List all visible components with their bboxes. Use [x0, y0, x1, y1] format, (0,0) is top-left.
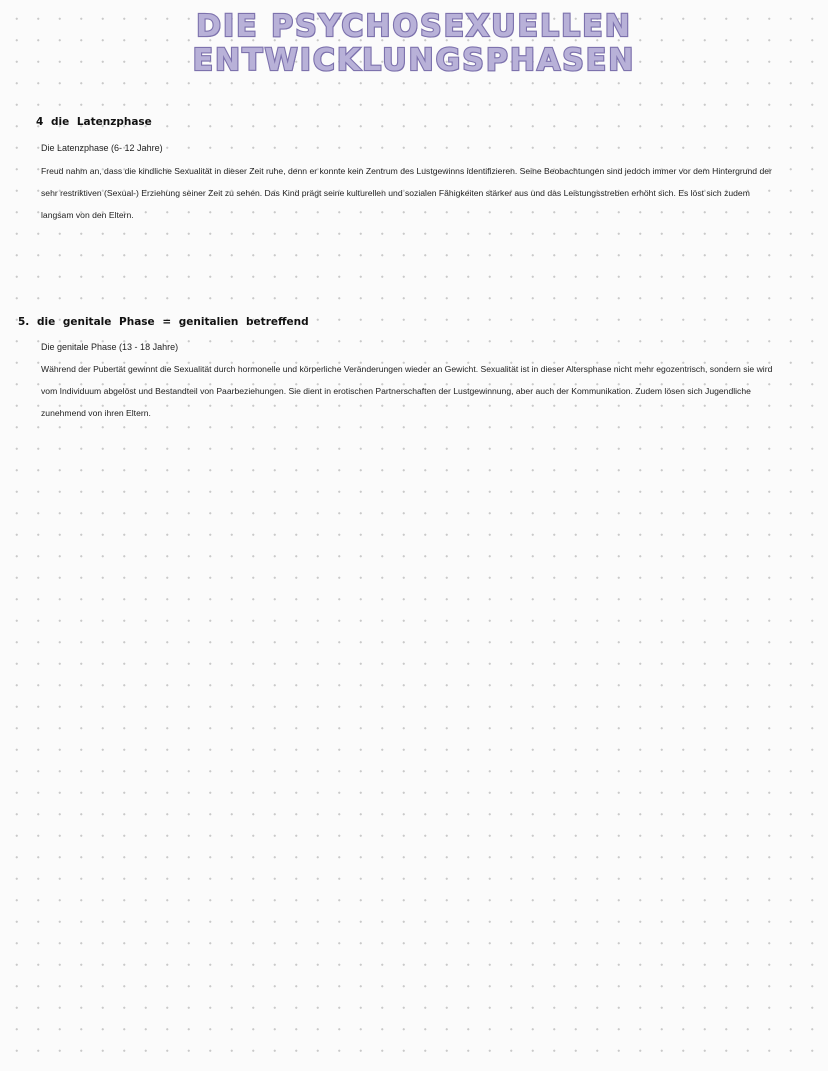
page-title [0, 10, 828, 78]
page-title-line-2: ENTWICKLUNGSPHASEN [192, 43, 636, 78]
section-body-genitale-phase: Während der Pubertät gewinnt die Sexualität durch hormonelle und körperliche Veränderungen wieder an Gewicht. Sexualität ist in dieser Altersphase nicht mehr egozentrisch, sondern sie wird vom Individuum abgelöst und Bestandteil von Paarbeziehungen. Sie dient in erotischen Partnerschaften der Lustgewinnung, aber auch der Kommunikation. Zudem lösen sich Jugendliche zunehmend von ihren Eltern. [41, 364, 773, 418]
section-heading-genitale-phase: 5. die genitale Phase = genitalien betreffend [18, 316, 309, 328]
section-body-latenzphase: Freud nahm an, dass die kindliche Sexualität in dieser Zeit ruhe, denn er konnte kein Zentrum des Lustgewinns identifizieren. Seine Beobachtungen sind jedoch immer vor dem Hintergrund der sehr restriktiven (Sexual-) Erziehung seiner Zeit zu sehen. Das Kind prägt seine kulturellen und sozialen Fähigkeiten stärker aus und das Leistungsstreben erhöht sich. Es löst sich zudem langsam von den Eltern. [41, 166, 772, 220]
section-subtitle-latenzphase: Die Latenzphase (6- 12 Jahre) [41, 143, 163, 153]
page-title-line-1: DIE PSYCHOSEXUELLEN [196, 9, 632, 44]
section-subtitle-genitale-phase: Die genitale Phase (13 - 18 Jahre) [41, 342, 179, 352]
section-heading-latenzphase: 4 die Latenzphase [36, 116, 152, 128]
